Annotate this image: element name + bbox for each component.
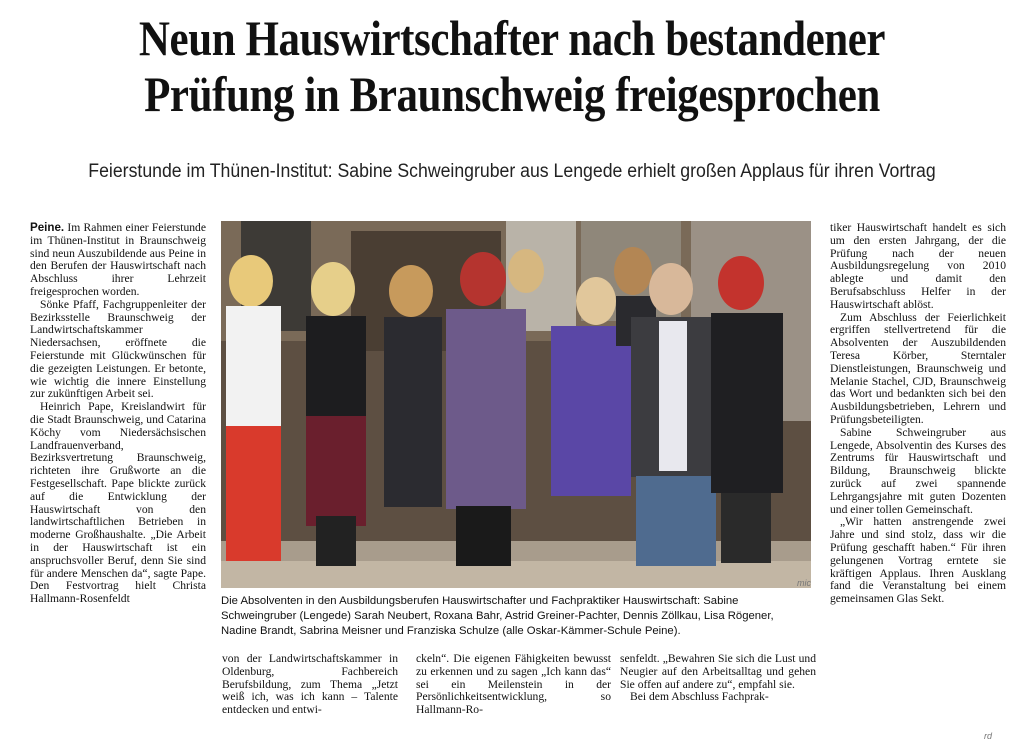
author-initials: rd	[984, 731, 993, 741]
article-paragraph: Sabine Schweingruber aus Lengede, Absolventin des Kurses des Zentrums für Hauswirtschaft und Bildung, Braunschweig blickte zurück auf zwei spannende Lehrgangsjahre mit guten Dozenten und einer tollen Gemeinschaft.	[830, 425, 1006, 516]
article-paragraph: Sönke Pfaff, Fachgruppenleiter der Bezirksstelle Braunschweig der Landwirtschaftskammer Niedersachsen, eröffnete die Feierstunde mit Glückwünschen für die gezeigten Leistungen. Er betonte, wie wichtig die innere Einstellung zur zukünftigen Arbeit sei.	[30, 297, 206, 401]
article-paragraph: ckeln“. Die eigenen Fähigkeiten bewusst zu erkennen und zu sagen „Ich kann das“ sei ein Meilenstein in der Persönlichkeitsentwicklung, so Hallmann-Ro-	[416, 652, 611, 717]
article-paragraph: tiker Hauswirtschaft handelt es sich um den ersten Jahrgang, der die Prüfung nach der neuen Ausbildungsregelung von 2010 ablegte und damit den Berufsabschluss Helfer in der Hauswirtschaft ablöst.	[830, 221, 1006, 311]
article-column-5	[830, 222, 1006, 606]
article-paragraph: Bei dem Abschluss Fachprak-	[630, 690, 769, 704]
article-paragraph: von der Landwirtschaftskammer in Oldenburg, Fachbereich Berufsbildung, zum Thema „Jetzt weiß ich, was ich kann – Talente entdecken und entwi-	[222, 652, 398, 717]
dateline: Peine.	[30, 221, 65, 234]
article-paragraph: Zum Abschluss der Feierlichkeit ergriffen stellvertretend für die Absolventen der Auszubildenden Teresa Körber, Sterntaler Dienstleistungen, Braunschweig und Melanie Stachel, CJD, Braunschweig das Wort und bedankten sich bei den Ausbildungsbetrieben, Lehrern und Prüfungsbeteiligten.	[830, 310, 1006, 426]
article-column-1	[30, 222, 206, 606]
article-column-3	[416, 653, 611, 717]
article-column-2	[222, 653, 398, 717]
group-photo	[221, 221, 811, 588]
headline-line-2: Prüfung in Braunschweig freigesprochen	[144, 66, 880, 122]
article-paragraph	[30, 222, 206, 299]
paragraph-text: Im Rahmen einer Feierstunde im Thünen-Institut in Braunschweig sind neun Auszubildende aus Peine in den Berufen der Hauswirtschaft nach Abschluss ihrer Lehrzeit freigesprochen worden.	[30, 221, 206, 298]
subheadline: Feierstunde im Thünen-Institut: Sabine Schweingruber aus Lengede erhielt großen Applaus für ihren Vortrag	[88, 161, 936, 182]
photo-caption: Die Absolventen in den Ausbildungsberufen Hauswirtschafter und Fachpraktiker Hauswirtschaft: Sabine Schweingruber (Lengede) Sarah Neubert, Roxana Bahr, Astrid Greiner-Pachter, Dennis Zöllkau, Lisa Rögener, Nadine Brandt, Sabrina Meisner und Franziska Schulze (alle Oskar-Kämmer-Schule Peine).	[221, 595, 774, 637]
headline-line-1: Neun Hauswirtschafter nach bestandener	[138, 10, 886, 66]
photo-credit: mic	[797, 578, 811, 588]
article-column-4	[620, 653, 816, 704]
article-paragraph: senfeldt. „Bewahren Sie sich die Lust und Neugier auf den Arbeitsalltag und gehen Sie offen auf andere zu“, empfahl sie.	[620, 652, 816, 691]
headline	[72, 10, 953, 122]
article-paragraph: Heinrich Pape, Kreislandwirt für die Stadt Braunschweig, und Catarina Köchy vom Niedersächsischen Landfrauenverband, Bezirksvertretung Braunschweig, richteten ihre Grußworte an die Festgesellschaft. Pape blickte zurück auf die Entwicklung der Hauswirtschaft von den landwirtschaftlichen Betrieben in moderne Großhaushalte. „Die Arbeit in der Hauswirtschaft ist ein anspruchsvoller Beruf, denn Sie sind für andere Menschen da“, sagte Pape. Den Festvortrag hielt Christa Hallmann-Rosenfeldt	[30, 400, 206, 606]
article-paragraph: „Wir hatten anstrengende zwei Jahre und sind stolz, dass wir die Prüfung geschafft haben.“ Für ihren gelungenen Vortrag erntete sie kräftigen Applaus. Ihren Ausklang fand die Veranstaltung bei einem gemeinsamen Glas Sekt.	[830, 515, 1006, 606]
group-photo-image	[221, 221, 811, 588]
